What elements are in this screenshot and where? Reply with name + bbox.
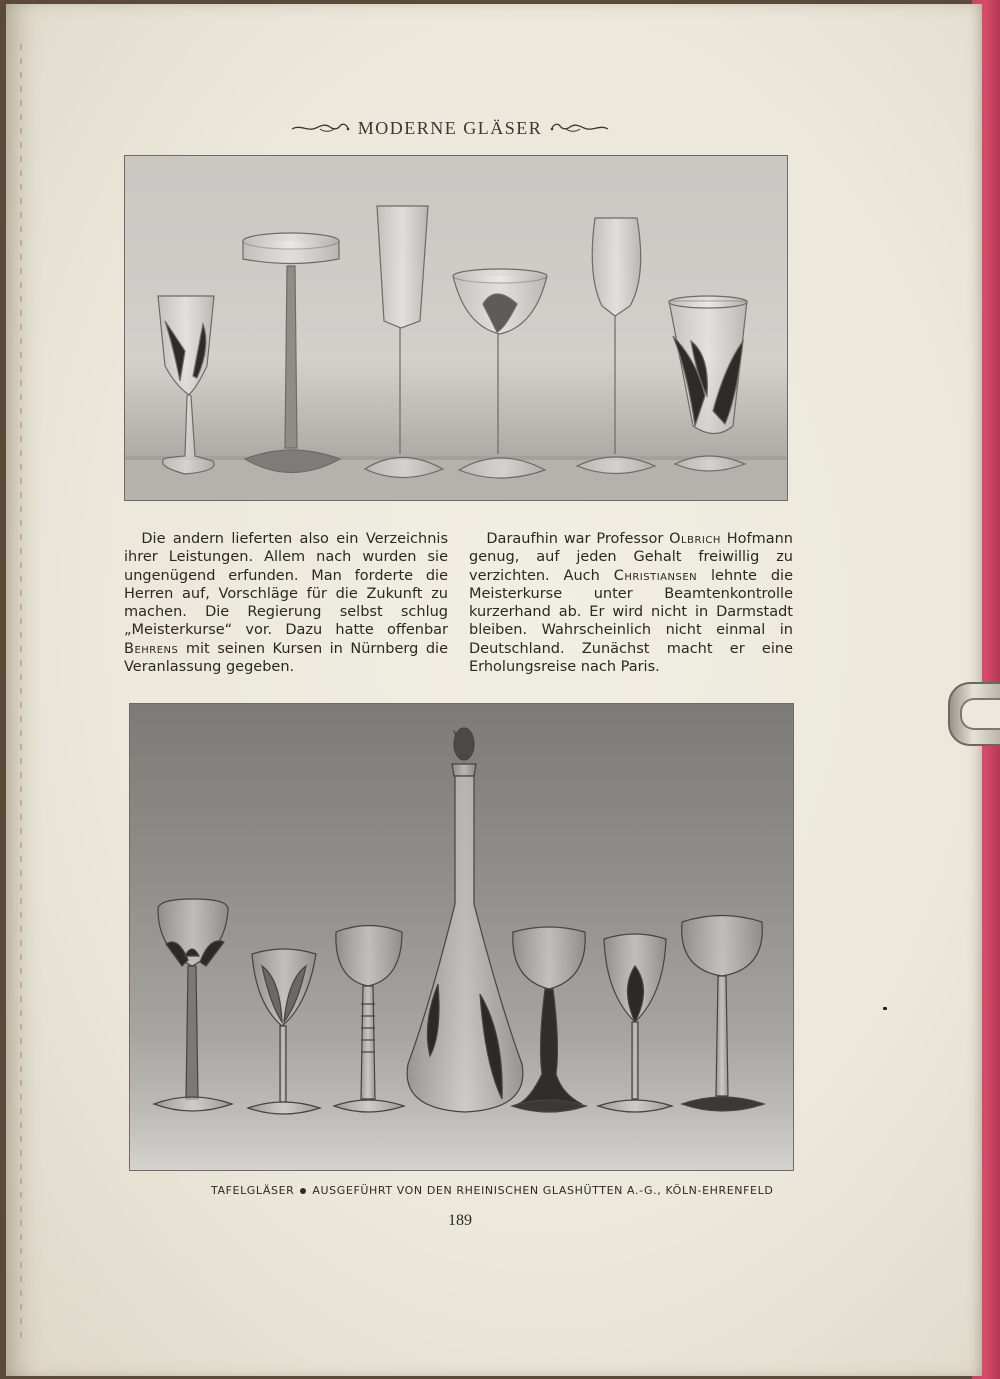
paragraph: Die andern lieferten also ein Verzeichnis ihrer Leistungen. Allem nach wurden sie ungenügend erfunden. Man forderte die Herren auf, Vorschläge für die Zukunft zu machen. Die Regierung selbst schlug „Meisterkurse“ vor. Dazu hatte offenbar Behrens mit seinen Kursen in Nürnberg die Veranlassung gegeben.	[124, 531, 448, 676]
glass-illustration	[243, 233, 340, 473]
text-column-right	[469, 530, 793, 676]
glass-illustration	[365, 206, 443, 478]
photo-plate-table-glasses	[129, 703, 794, 1171]
glass-illustration	[248, 949, 320, 1114]
page-number: 189	[448, 1212, 472, 1229]
binding-stitches	[20, 44, 22, 1344]
decanter-illustration	[407, 728, 523, 1112]
glass-illustration	[577, 218, 655, 474]
glass-illustration	[154, 899, 232, 1111]
glass-illustration	[598, 934, 672, 1112]
glass-illustration	[453, 269, 547, 478]
glass-illustration	[158, 296, 214, 474]
running-head	[280, 115, 620, 141]
name-christiansen: Christiansen	[613, 567, 698, 584]
figure-caption: TAFELGLÄSER AUSGEFÜHRT VON DEN RHEINISCHEN GLASHÜTTEN A.-G., KÖLN-EHRENFELD	[211, 1184, 774, 1197]
right-flourish-ornament	[550, 120, 610, 136]
photo-plate-glasses-top	[124, 155, 788, 501]
glass-illustration	[669, 296, 747, 471]
ink-speck	[883, 1007, 887, 1010]
bullet-icon	[300, 1188, 306, 1194]
glass-illustration	[512, 927, 586, 1112]
text-column-left	[124, 530, 448, 676]
page-title: MODERNE GLÄSER	[357, 117, 543, 138]
left-flourish-ornament	[290, 120, 350, 136]
name-olbrich: Olbrich	[669, 531, 721, 547]
page-clip	[948, 682, 1000, 746]
glass-illustration	[334, 926, 404, 1113]
name-behrens: Behrens	[124, 640, 179, 657]
glass-illustration	[682, 916, 764, 1112]
paragraph: Daraufhin war Professor Olbrich Hofmann genug, auf jeden Gehalt freiwillig zu verzichten. Auch Christiansen lehnte die Meisterkurse unter Beamtenkontrolle kurzerhand ab. Er wird nicht in Darmstadt bleiben. Wahrscheinlich nicht einmal in Deutschland. Zunächst macht er eine Erholungsreise nach Paris.	[469, 531, 793, 676]
